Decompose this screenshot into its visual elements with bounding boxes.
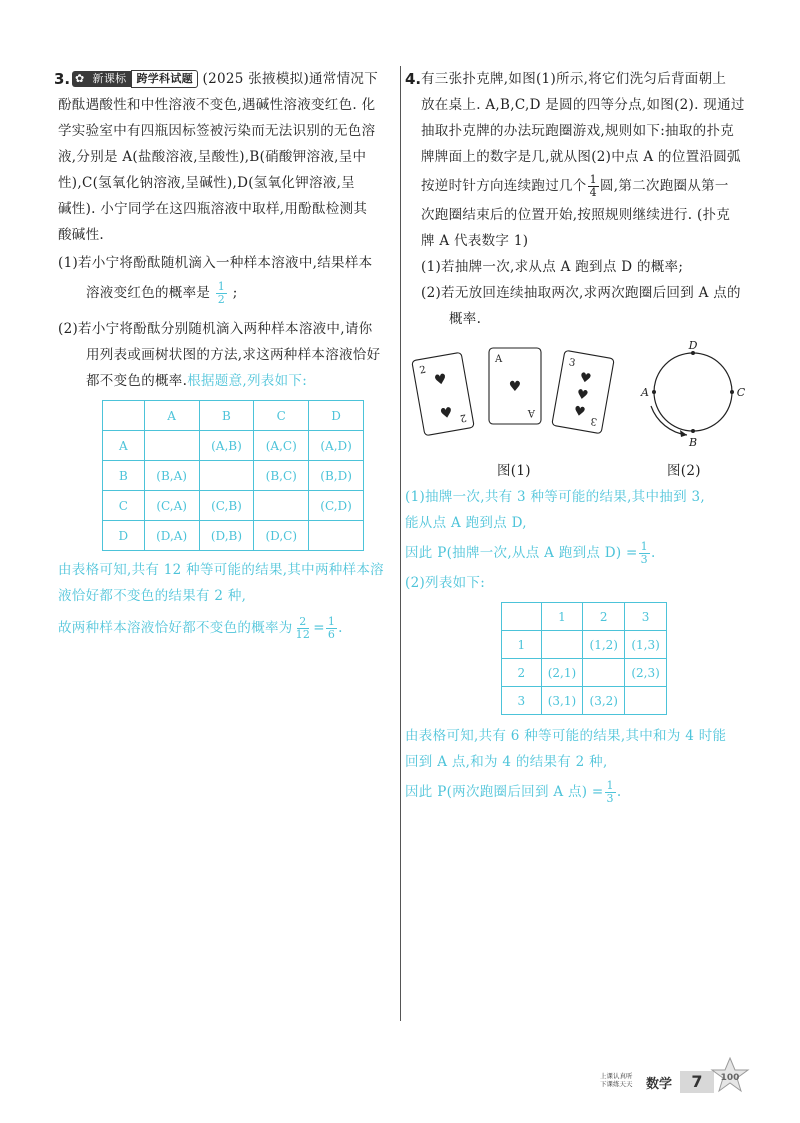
final-answer: 因此 P(两次跑圈后回到 A 点) = $\frac{1}{3}$ . xyxy=(405,779,622,805)
conclusion-line: 由表格可知,共有 12 种等可能的结果,其中两种样本溶 xyxy=(58,562,384,578)
figures xyxy=(405,339,746,468)
part-2-text: 用列表或画树状图的方法,求这两种样本溶液恰好 xyxy=(86,347,381,363)
part-1-answer: $\frac{1}{2}$ xyxy=(217,280,226,306)
table-row: 2 (2,1) (2,3) xyxy=(502,659,667,687)
part-2-text: 概率. xyxy=(449,311,482,327)
playing-card-2 xyxy=(412,352,474,436)
star-icon: ✿ xyxy=(72,71,88,87)
footer-slogan: 上课认真听 下课练天天 xyxy=(600,1072,633,1088)
part-1-text: 溶液变红色的概率是 xyxy=(86,285,211,301)
conclusion-line: 液恰好都不变色的结果有 2 种, xyxy=(58,588,247,604)
svg-text:B: B xyxy=(688,436,698,449)
svg-text:♥: ♥ xyxy=(578,370,593,388)
pairs-table: A B C D A (A,B) (A,C) (A,D) B (B,A) (B,C) (B,D) C (C,A) (C,B) (C,D) D (D,A) (D,B) (D,C) xyxy=(102,400,364,551)
table-row: B (B,A) (B,C) (B,D) xyxy=(103,461,364,491)
intro-line: (2025 张掖模拟)通常情况下 xyxy=(202,71,379,87)
intro-line: 液,分别是 A(盐酸溶液,呈酸性),B(硝酸钾溶液,呈中 xyxy=(58,149,367,165)
part-2-text: (2)若小宁将酚酞分别随机滴入两种样本溶液中,请你 xyxy=(58,321,373,337)
part-1-text: (1)若小宁将酚酞随机滴入一种样本溶液中,结果样本 xyxy=(58,255,373,271)
page-footer xyxy=(600,1068,760,1098)
intro-line: 酚酞遇酸性和中性溶液不变色,遇碱性溶液变红色. 化 xyxy=(58,97,376,113)
svg-text:♥: ♥ xyxy=(575,387,590,404)
svg-text:3: 3 xyxy=(567,357,577,370)
question-4 xyxy=(405,66,745,809)
answer-1-line: (1)抽牌一次,共有 3 种等可能的结果,其中抽到 3, xyxy=(405,489,705,505)
intro-line: 性),C(氢氧化钠溶液,呈碱性),D(氢氧化钾溶液,呈 xyxy=(58,175,355,191)
stem-line: 次跑圈结束后的位置开始,按照规则继续进行. (扑克 xyxy=(421,207,731,223)
svg-text:♥: ♥ xyxy=(438,404,455,423)
intro-line: 碱性). 小宁同学在这四瓶溶液中取样,用酚酞检测其 xyxy=(58,201,368,217)
answer-2-intro: (2)列表如下: xyxy=(405,575,486,591)
stem-line: 按逆时针方向连续跑过几个 $\frac{1}{4}$ 圆,第二次跑圈从第一 xyxy=(421,173,729,199)
svg-text:A: A xyxy=(641,386,649,399)
stem-line: 抽取扑克牌的办法玩跑圈游戏,规则如下:抽取的扑克 xyxy=(421,123,735,139)
sum-table: 1 2 3 1 (1,2) (1,3) 2 (2,1) (2,3) 3 (3,1) (3,2) xyxy=(501,602,667,715)
svg-text:A: A xyxy=(495,354,503,365)
figure-2-caption: 图(2) xyxy=(667,463,701,479)
part-2-text: 都不变色的概率. xyxy=(86,373,188,389)
conclusion-line: 由表格可知,共有 6 种等可能的结果,其中和为 4 时能 xyxy=(405,728,727,744)
svg-text:♥: ♥ xyxy=(572,403,587,421)
page-number: 7 xyxy=(680,1071,714,1093)
cross-subject-tag: 跨学科试题 xyxy=(131,70,198,88)
answer-1-result: 因此 P(抽牌一次,从点 A 跑到点 D) = $\frac{1}{3}$ . xyxy=(405,540,656,566)
new-curriculum-tag: 新课标 xyxy=(88,71,132,87)
svg-text:♥: ♥ xyxy=(432,371,449,390)
table-row: D (D,A) (D,B) (D,C) xyxy=(103,521,364,551)
stem-line: 牌 A 代表数字 1) xyxy=(421,233,529,249)
svg-text:C: C xyxy=(736,386,746,399)
figure-1-caption: 图(1) xyxy=(497,463,531,479)
question-3: 3. ✿ 新课标 跨学科试题 (2025 张掖模拟)通常情况下 酚酞遇酸性和中性溶液不变色,遇碱性溶液变红色. 化 学实验室中有四瓶因标签被污染而无法识别的无色溶 液,分别是 A(盐酸溶液,呈酸性),B(硝酸钾溶液,呈中 性),C(氢氧化钠溶液,呈碱性),D(氢氧化钾溶液,呈 碱性). 小宁同学在这四瓶溶液中取样,用酚酞检测其 酸碱性. (1)若小宁将酚酞随机滴入一种样本溶液中,结果样本 溶液变红色的概率是 $\frac{1}{2}$ ; (2)若小宁将酚酞分别随机滴入两种样本溶液中,请你 用列表或画树状图的方法,求这两种样本溶液恰好 都不变色的概率.根据题意,列表如下: A B C D A (A,B) (A,C) (A,D) B (B,A) (B,C) (B,D) C (C,A) (C,B) (C,D) D (D,A) (D,B) (D,C) 由表格可知,共有 12 种等可能的结果,其中两种样本溶 液恰好都不变色的结果有 2 种, 故两种样本溶液恰好都不变色的概率为 $\frac{2}{12}$ = $\frac{1}{6}$ . xyxy=(58,66,396,645)
final-answer: 故两种样本溶液恰好都不变色的概率为 $\frac{2}{12}$ = $\frac{1}{6}$ . xyxy=(58,615,343,641)
figure-illustration xyxy=(405,339,746,468)
playing-card-a xyxy=(489,348,541,424)
svg-text:100: 100 xyxy=(720,1073,740,1083)
stem-line: 放在桌上. A,B,C,D 是圆的四等分点,如图(2). 现通过 xyxy=(421,97,745,113)
stem-line: 牌牌面上的数字是几,就从图(2)中点 A 的位置沿圆弧 xyxy=(421,149,741,165)
svg-text:2: 2 xyxy=(418,364,427,377)
intro-line: 学实验室中有四瓶因标签被污染而无法识别的无色溶 xyxy=(58,123,376,139)
table-row: 3 (3,1) (3,2) xyxy=(502,687,667,715)
answer-intro: 根据题意,列表如下: xyxy=(187,373,308,389)
intro-line: 酸碱性. xyxy=(58,227,104,243)
answer-1-line: 能从点 A 跑到点 D, xyxy=(405,515,527,531)
table-row: 1 (1,2) (1,3) xyxy=(502,631,667,659)
part-2-text: (2)若无放回连续抽取两次,求两次跑圈后回到 A 点的 xyxy=(421,285,741,301)
table-row: C (C,A) (C,B) (C,D) xyxy=(103,491,364,521)
svg-text:A: A xyxy=(527,407,535,418)
conclusion-line: 回到 A 点,和为 4 的结果有 2 种, xyxy=(405,754,608,770)
stem-line: 有三张扑克牌,如图(1)所示,将它们洗匀后背面朝上 xyxy=(421,71,727,87)
svg-text:2: 2 xyxy=(459,411,468,424)
badge-icon xyxy=(706,1056,754,1096)
svg-text:3: 3 xyxy=(589,414,599,427)
svg-text:D: D xyxy=(688,339,698,352)
subject-label: 数学 xyxy=(646,1077,673,1092)
table-row: A (A,B) (A,C) (A,D) xyxy=(103,431,364,461)
question-number: 3. xyxy=(54,70,71,88)
svg-text:♥: ♥ xyxy=(508,379,522,395)
question-number: 4. xyxy=(405,70,422,88)
part-1-text: (1)若抽牌一次,求从点 A 跑到点 D 的概率; xyxy=(421,259,684,275)
column-divider xyxy=(400,66,401,1021)
playing-card-3 xyxy=(552,350,614,434)
circle-diagram xyxy=(640,339,746,449)
